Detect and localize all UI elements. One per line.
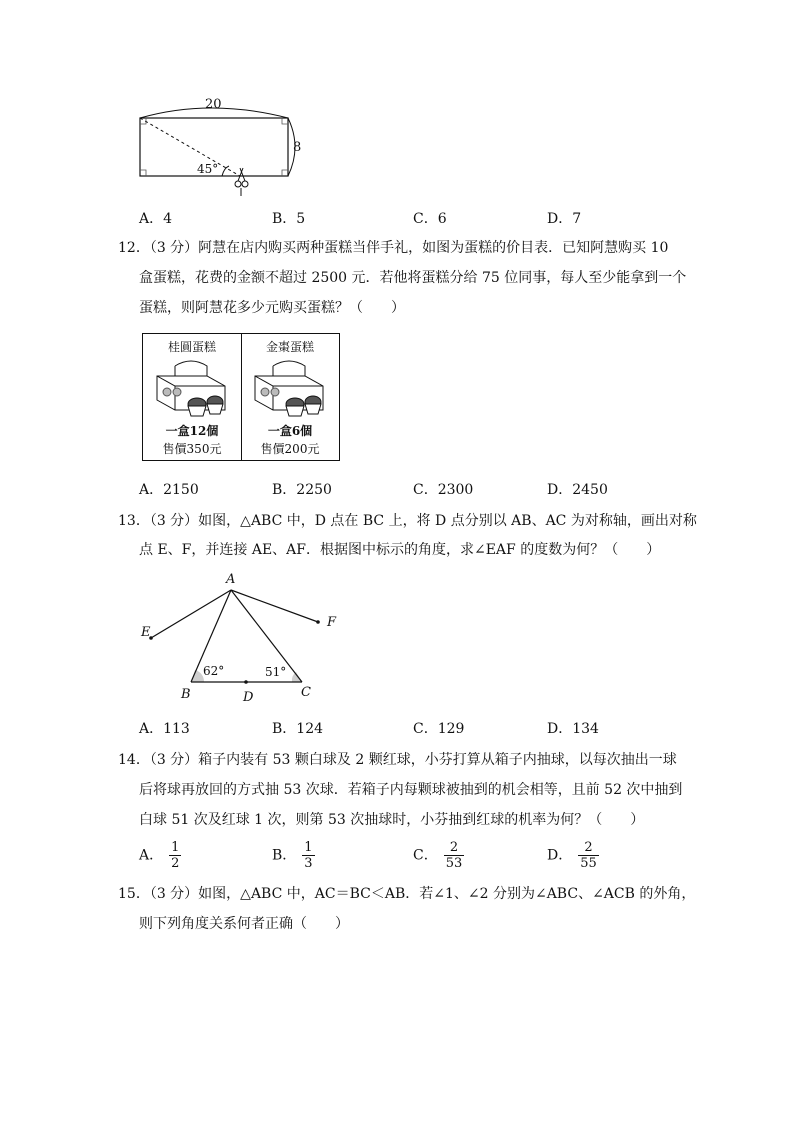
fraction-numerator: 1 [304,840,313,855]
scissors-icon [235,168,248,196]
price-panel-left [143,334,242,460]
angle-label: 45° [197,162,219,176]
fraction-numerator: 2 [578,840,599,856]
option-d[interactable]: D．2450 [547,482,608,498]
option-label: B． [272,847,297,864]
option-d[interactable] [547,840,599,871]
q15-line-2: 则下列角度关系何者正确（ ） [139,916,349,932]
cake-qty-left: 一盒12個 [165,424,219,438]
cake-title-right: 金棗蛋糕 [265,340,314,354]
label-B: B [181,687,191,702]
label-C: C [301,685,311,700]
rectangle-figure [130,92,310,202]
triangle-figure [135,568,355,708]
option-label: A． [139,847,164,864]
fraction-numerator: 2 [444,840,465,856]
label-F: F [327,615,337,630]
q13-line-2: 点 E、F，并连接 AE、AF．根据图中标示的角度，求∠EAF 的度数为何？（ ） [139,542,661,558]
option-label: D． [547,847,573,864]
option-a[interactable]: A．113 [139,721,190,737]
fraction [302,840,314,871]
option-a[interactable] [139,840,181,871]
option-b[interactable]: B．124 [272,721,324,737]
option-c[interactable]: C．6 [413,211,447,227]
fraction [444,840,465,871]
option-b[interactable] [272,840,315,871]
q12-line-2: 盒蛋糕，花费的金额不超过 2500 元．若他将蛋糕分给 75 位同事，每人至少能拿到一个 [139,270,687,286]
q14-line-1: 14．（3 分）箱子内装有 53 颗白球及 2 颗红球，小芬打算从箱子内抽球，以每次抽出一球 [118,752,677,768]
top-length-label: 20 [205,97,222,112]
price-table [142,333,340,461]
cake-price-right: 售價200元 [260,442,320,456]
option-a[interactable]: A．2150 [139,482,199,498]
label-D: D [243,690,254,705]
cake-price-left: 售價350元 [162,442,222,456]
option-d[interactable]: D．134 [547,721,599,737]
side-length-label: 8 [293,140,302,155]
q12-line-1: 12．（3 分）阿慧在店内购买两种蛋糕当伴手礼，如图为蛋糕的价目表．已知阿慧购买 10 [118,240,669,256]
fraction-numerator: 1 [171,840,180,855]
q14-line-2: 后将球再放回的方式抽 53 次球．若箱子内每颗球被抽到的机会相等，且前 52 次中抽到 [139,782,683,798]
option-b[interactable]: B．5 [272,211,306,227]
q12-line-3: 蛋糕，则阿慧花多少元购买蛋糕？（ ） [139,300,405,316]
cake-title-left: 桂圓蛋糕 [167,340,216,354]
fraction [578,840,599,871]
fraction [169,840,181,871]
fraction-denominator: 55 [580,856,597,871]
q13-line-1: 13．（3 分）如图，△ABC 中，D 点在 BC 上，将 D 点分别以 AB、AC 为对称轴，画出对称 [118,513,697,529]
cake-box-icon [151,356,233,420]
price-panel-right [241,334,339,460]
cake-box-icon [249,356,331,420]
option-c[interactable]: C．2300 [413,482,474,498]
fraction-denominator: 2 [171,856,180,871]
option-c[interactable]: C．129 [413,721,465,737]
label-A: A [226,572,236,587]
fraction-denominator: 53 [445,856,463,871]
q15-line-1: 15．（3 分）如图，△ABC 中，AC＝BC＜AB．若∠1、∠2 分别为∠ABC、∠ACB 的外角， [118,886,696,902]
angle-c-label: 51° [265,665,287,679]
label-E: E [141,625,151,640]
option-b[interactable]: B．2250 [272,482,332,498]
cake-qty-right: 一盒6個 [267,424,313,438]
fraction-denominator: 3 [304,856,313,871]
option-d[interactable]: D．7 [547,211,582,227]
option-a[interactable]: A．4 [139,211,173,227]
option-c[interactable] [413,840,464,871]
angle-b-label: 62° [203,664,225,678]
q14-line-3: 白球 51 次及红球 1 次，则第 53 次抽球时，小芬抽到红球的机率为何？（ ） [139,812,645,828]
option-label: C． [413,847,438,864]
